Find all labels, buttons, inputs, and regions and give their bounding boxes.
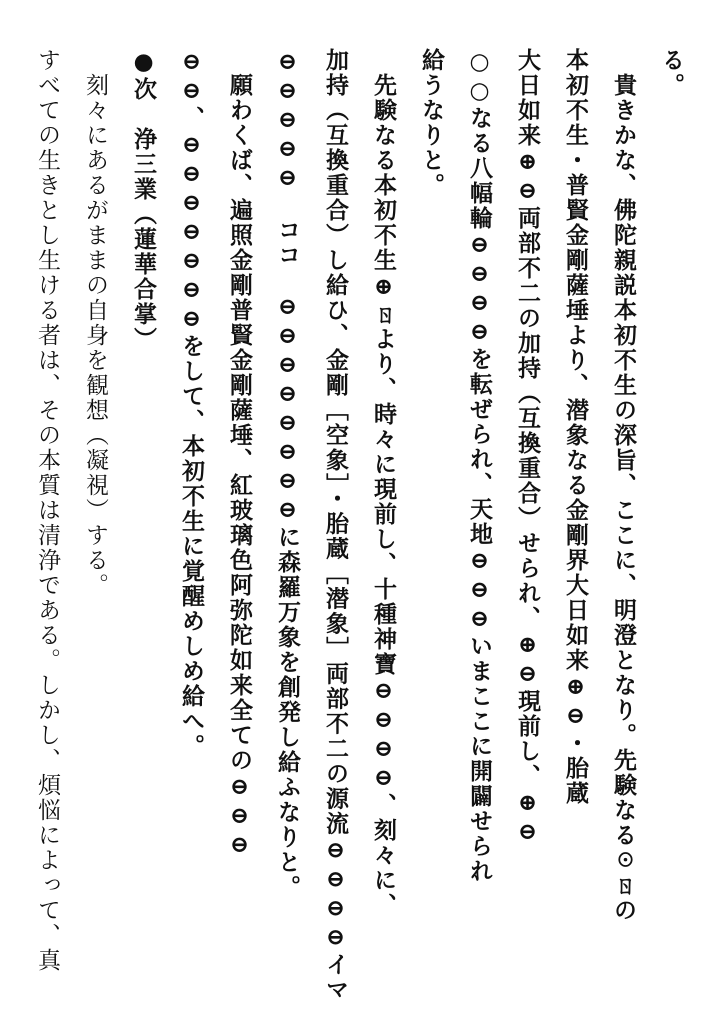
text-line-3: 本初不生・普賢金剛薩埵より、潜象なる金剛界大日如来⊕⊖・胎蔵	[562, 48, 589, 806]
text-line-7: 先験なる本初不生⊕ㄖより、時々に現前し、十種神寶⊖⊖⊖⊖、刻々に、	[370, 48, 397, 918]
text-line-4: 大日如来⊕⊖両部不二の加持（互換重合）せられ、⊕⊖現前し、⊕⊖	[514, 48, 541, 847]
vertical-text-block	[23, 48, 695, 1003]
section-heading-line: ●次 浄三業（蓮華合掌）	[130, 48, 157, 352]
text-line-1: る。	[658, 48, 685, 98]
text-line-6: 給うなりと。	[418, 48, 445, 198]
text-line-11: ⊖⊖、⊖⊖⊖⊖⊖⊖⊖をして、本初不生に覚醒めしめ給へ。	[178, 48, 205, 759]
text-line-14: すべての生きとし生ける者は、その本質は清浄である。しかし、煩悩によって、真	[34, 48, 60, 973]
text-line-10: 願わくば、遍照金剛普賢金剛薩埵、紅玻璃色阿弥陀如来全ての⊖⊖⊖	[226, 48, 253, 860]
text-line-13: 刻々にあるがままの自身を観想（凝視）する。	[82, 48, 108, 598]
text-line-2: 貴きかな、佛陀親説本初不生の深旨、ここに、明澄となり。先験なる☉ㄖの	[610, 48, 637, 923]
text-line-9: ⊖⊖⊖⊖⊖ ココ ⊖⊖⊖⊖⊖⊖⊖⊖に森羅万象を創発し給ふなりと。	[274, 48, 301, 900]
text-line-5: ○○なる八幅輪⊖⊖⊖⊖を転ぜられ、天地⊖⊖⊖いまここに開闢せられ	[466, 48, 493, 884]
text-line-8: 加持（互換重合）し給ひ、金剛［空象］・胎蔵［潜象］両部不二の源流⊖⊖⊖⊖イマ	[322, 48, 349, 1003]
